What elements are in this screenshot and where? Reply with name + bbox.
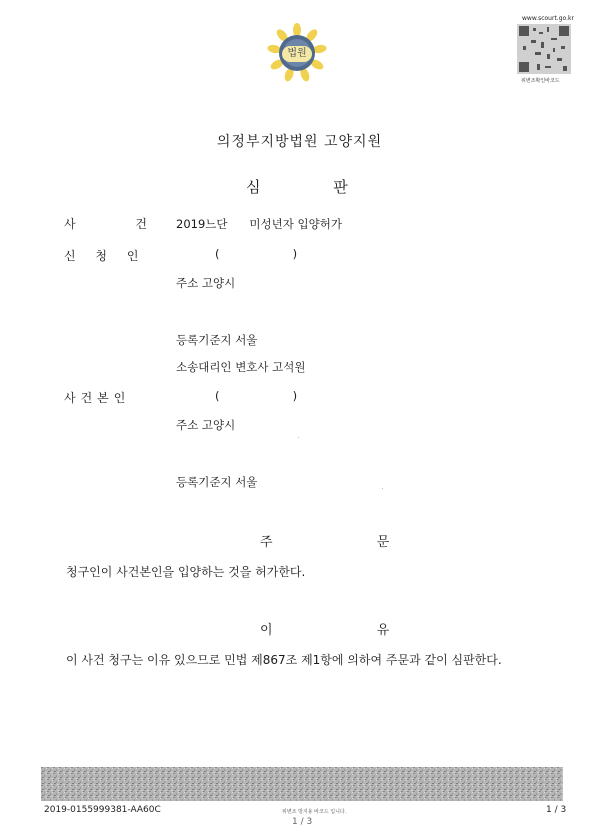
verification-qr-code-icon [517,24,571,74]
principal-name: ( ) [215,389,298,403]
applicant-registry: 등록기준지 서울 [176,333,258,347]
order-heading: 주 문 [260,535,440,550]
page-number-center: 1 / 3 [292,817,313,827]
case-label: 사 건 [64,217,175,231]
reason-heading: 이 유 [260,623,440,638]
case-value: 2019느단 미성년자 입양허가 [176,217,342,231]
reason-text: 이 사건 청구는 이유 있으므로 민법 제867조 제1항에 의하여 주문과 같이 심판한다. [66,653,502,667]
principal-address: 주소 고양시 [176,418,236,432]
site-url: www.scourt.go.kr [522,15,574,22]
barcode-note: 위변조 방지용 바코드 입니다. [282,809,347,815]
principal-label: 사건본인 [64,391,131,405]
applicant-name: ( ) [215,247,298,261]
document-title: 심 판 [246,178,382,196]
scan-speck [298,437,299,438]
seal-label: 법원 [282,46,312,62]
principal-registry: 등록기준지 서울 [176,475,258,489]
document-number: 2019-0155999381-AA60C [44,805,161,815]
applicant-label: 신 청 인 [64,249,147,263]
page-number: 1 / 3 [546,805,567,815]
attorney: 소송대리인 변호사 고석원 [176,360,306,374]
scan-speck [382,488,383,489]
order-text: 청구인이 사건본인을 입양하는 것을 허가한다. [66,565,306,579]
qr-code-label: 위변조확인바코드 [521,78,560,84]
anti-forgery-barcode [41,767,563,801]
applicant-address: 주소 고양시 [176,276,236,290]
court-name: 의정부지방법원 고양지원 [216,134,383,150]
